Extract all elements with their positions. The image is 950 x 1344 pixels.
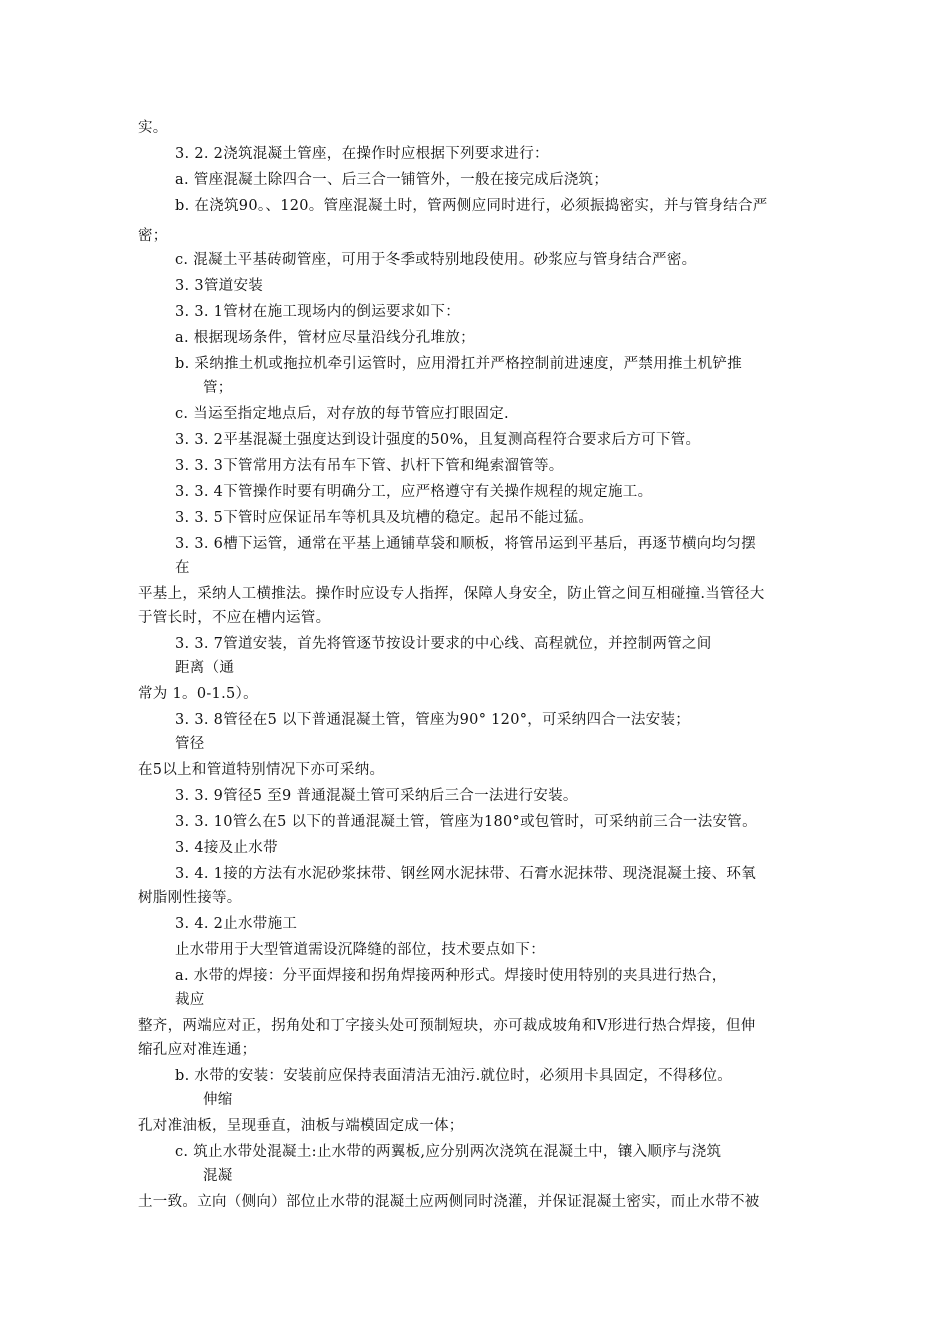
text-line: 距离（通 [175, 660, 235, 676]
text-line: 3. 4接及止水带 [175, 840, 278, 856]
text-line: 孔对准油板，呈现垂直，油板与端模固定成一体； [138, 1118, 464, 1134]
text-line: 实。 [138, 120, 168, 136]
text-line: 在5以上和管道特别情况下亦可采纳。 [138, 762, 385, 778]
text-line: 3. 3. 9管径5 至9 普通混凝土管可采纳后三合一法进行安装。 [175, 788, 578, 804]
text-line: 3. 3. 10管么在5 以下的普通混凝土管，管座为180°或包管时，可采纳前三合一法安管。 [175, 814, 757, 830]
text-line: a. 管座混凝土除四合一、后三合一铺管外，一般在接完成后浇筑； [175, 172, 609, 188]
text-line: b. 水带的安装：安装前应保持表面清洁无油污.就位时，必须用卡具固定，不得移位。 [175, 1068, 733, 1084]
text-line: 土一致。立向（侧向）部位止水带的混凝土应两侧同时浇灌，并保证混凝土密实，而止水带不被 [138, 1194, 760, 1210]
text-line: 缩孔应对准连通； [138, 1042, 257, 1058]
text-line: 整齐，两端应对正，拐角处和丁字接头处可预制短块，亦可裁成坡角和Ⅴ形进行热合焊接，但伸 [138, 1018, 756, 1034]
text-line: a. 根据现场条件，管材应尽量沿线分孔堆放； [175, 330, 475, 346]
text-line: 平基上，采纳人工横推法。操作时应设专人指挥，保障人身安全，防止管之间互相碰撞.当管径大 [138, 586, 765, 602]
text-line: 3. 3. 2平基混凝土强度达到设计强度的50%，且复测高程符合要求后方可下管。 [175, 432, 701, 448]
text-line: b. 采纳推土机或拖拉机牵引运管时，应用滑扛并严格控制前进速度，严禁用推土机铲推 [175, 356, 742, 372]
text-line: b. 在浇筑90。、120。管座混凝土时，管两侧应同时进行，必须振捣密实，并与管身结合严 [175, 198, 768, 214]
text-line: 3. 2. 2浇筑混凝土管座，在操作时应根据下列要求进行： [175, 146, 549, 162]
text-line: 常为 1。0-1.5）。 [138, 686, 258, 702]
text-line: 3. 3. 1管材在施工现场内的倒运要求如下： [175, 304, 461, 320]
text-line: 3. 4. 2止水带施工 [175, 916, 298, 932]
text-line: 伸缩 [203, 1092, 233, 1108]
text-line: 裁应 [175, 992, 205, 1008]
text-line: 3. 3. 4下管操作时要有明确分工，应严格遵守有关操作规程的规定施工。 [175, 484, 653, 500]
text-line: 3. 3. 3下管常用方法有吊车下管、扒杆下管和绳索溜管等。 [175, 458, 564, 474]
text-line: 在 [175, 560, 190, 576]
text-line: c. 混凝土平基砖砌管座，可用于冬季或特别地段使用。砂浆应与管身结合严密。 [175, 252, 697, 268]
text-line: 管径 [175, 736, 205, 752]
text-line: 树脂刚性接等。 [138, 890, 242, 906]
text-line: 3. 3. 7管道安装，首先将管逐节按设计要求的中心线、高程就位，并控制两管之间 [175, 636, 712, 652]
text-line: a. 水带的焊接：分平面焊接和拐角焊接两种形式。焊接时使用特别的夹具进行热合， [175, 968, 727, 984]
text-line: 3. 4. 1接的方法有水泥砂浆抹带、钢丝网水泥抹带、石膏水泥抹带、现浇混凝土接、环氧 [175, 866, 757, 882]
text-line: 3. 3. 5下管时应保证吊车等机具及坑槽的稳定。起吊不能过猛。 [175, 510, 594, 526]
text-line: 止水带用于大型管道需设沉降缝的部位，技术要点如下： [175, 942, 545, 958]
text-line: 混凝 [203, 1168, 233, 1184]
text-line: c. 当运至指定地点后，对存放的每节管应打眼固定. [175, 406, 509, 422]
text-line: 3. 3. 6槽下运管，通常在平基上通铺草袋和顺板，将管吊运到平基后，再逐节横向均匀摆 [175, 536, 757, 552]
text-line: 3. 3管道安装 [175, 278, 264, 294]
text-line: 3. 3. 8管径在5 以下普通混凝土管，管座为90° 120°，可采纳四合一法安装； [175, 712, 691, 728]
text-line: 管； [203, 380, 233, 396]
text-line: 于管长时，不应在槽内运管。 [138, 610, 331, 626]
text-line: 密； [138, 228, 168, 244]
text-line: c. 筑止水带处混凝土:止水带的两翼板,应分别两次浇筑在混凝土中，镶入顺序与浇筑 [175, 1144, 722, 1160]
